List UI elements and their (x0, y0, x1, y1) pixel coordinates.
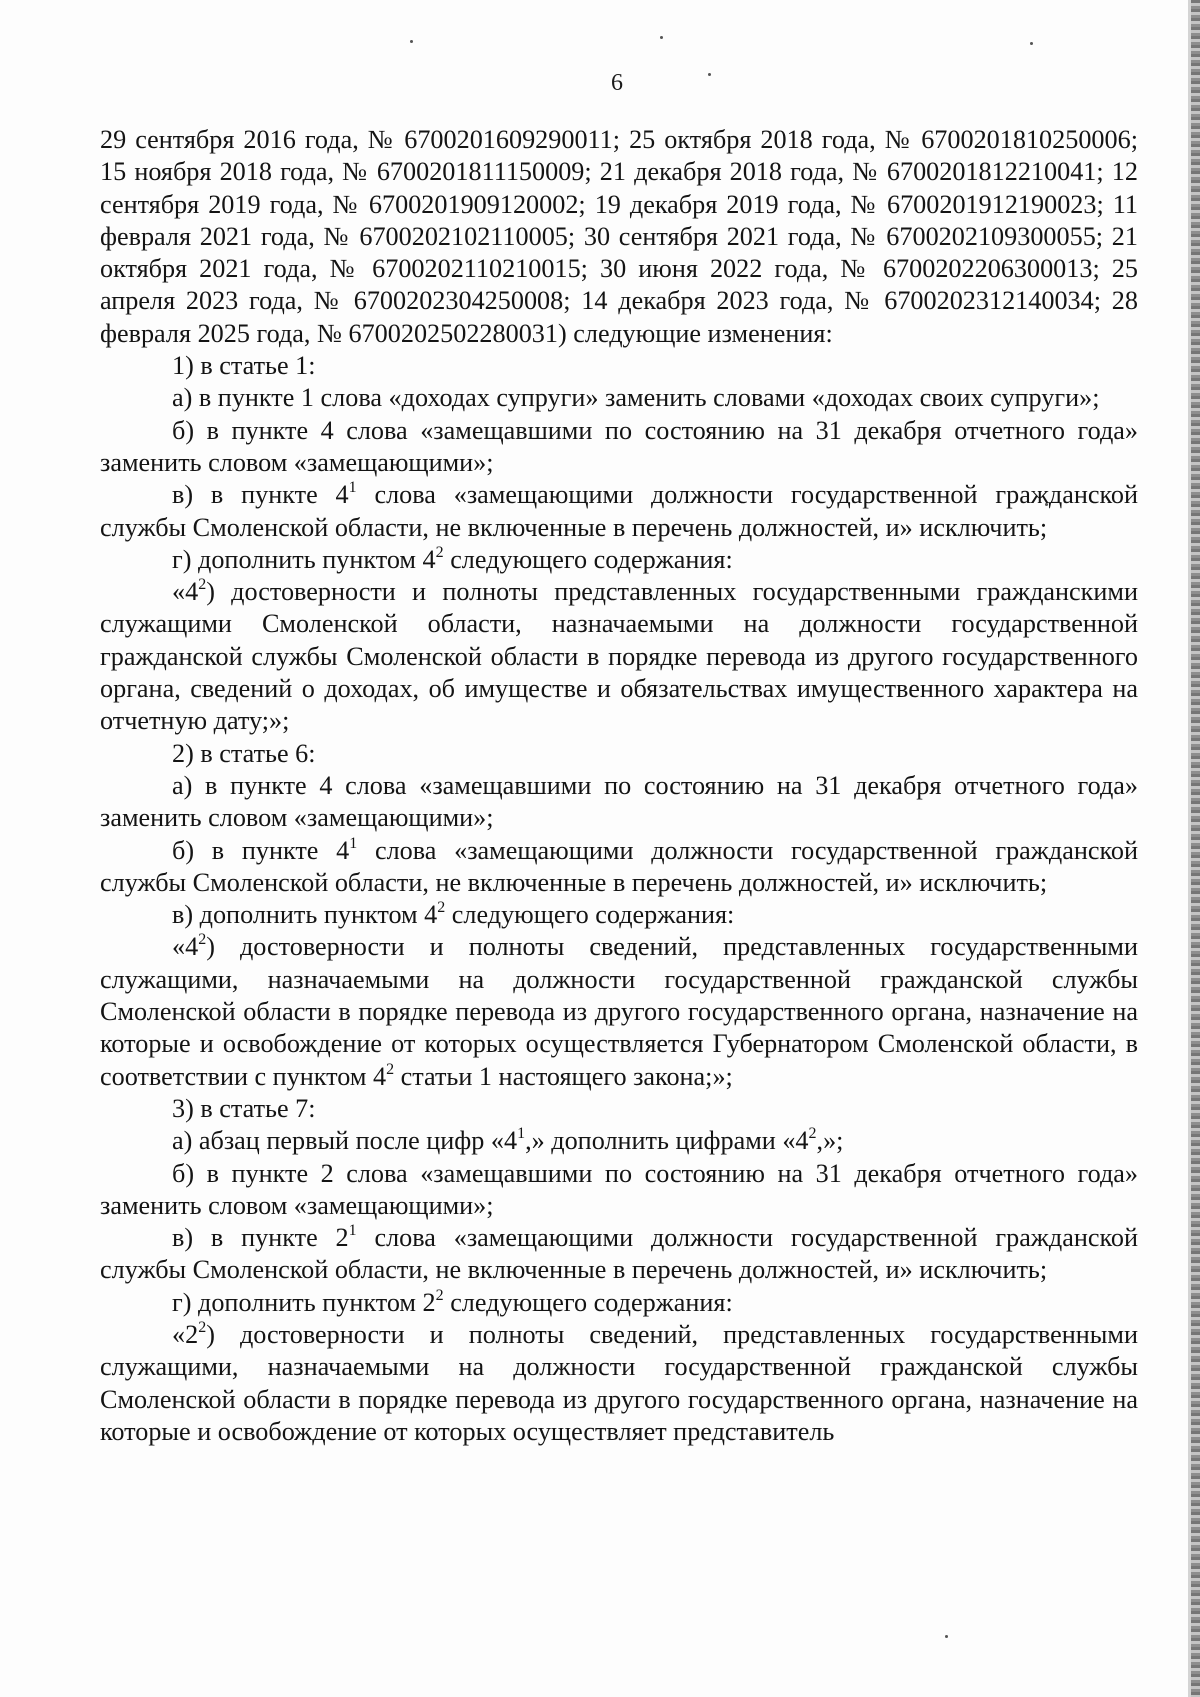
scan-speck (410, 40, 413, 43)
paragraph: а) абзац первый после цифр «$4^1$,» дополнить цифрами «$4^2$,»; (172, 1125, 844, 1156)
paragraph: а) в пункте 4 слова «замещавшими по состоянию на 31 декабря отчетного года» заменить словом «замещающими»; (100, 770, 1138, 833)
page-number: 6 (611, 70, 623, 96)
paragraph: б) в пункте 4 слова «замещавшими по состоянию на 31 декабря отчетного года» заменить словом «замещающими»; (100, 415, 1138, 477)
paragraph: г) дополнить пунктом $4^2$ следующего содержания: (172, 543, 733, 574)
paragraph: б) в пункте 2 слова «замещавшими по состоянию на 31 декабря отчетного года» заменить словом «замещающими»; (100, 1158, 1138, 1220)
paragraph: а) в пункте 1 слова «доходах супруги» заменить словами «доходах своих супруги»; (172, 383, 1100, 413)
paragraph: б) в пункте $4^1$ слова «замещающими должности государственной гражданской службы Смоленской области, не включенные в перечень должностей, и» исключить; (100, 834, 1138, 897)
paragraph: 3) в статье 7: (172, 1093, 316, 1123)
paragraph: 29 сентября 2016 года, № 6700201609290011; 25 октября 2018 года, № 6700201810250006; 15 ноября 2018 года, № 6700201811150009; 21 декабря 2018 года, № 6700201812210041; 12 сентября 2019 года, № 6700201909120002; 19 декабря 2019 года, № 6700201912190023; 11 февраля 2021 года, № 6700202102110005; 30 сентября 2021 года, № 6700202109300055; 21 октября 2021 года, № 6700202110210015; 30 июня 2022 года, № 6700202206300013; 25 апреля 2023 года, № 6700202304250008; 14 декабря 2023 года, № 6700202312140034; 28 февраля 2025 года, № 6700202502280031) следующие изменения: (100, 125, 1138, 348)
paragraph: «$4^2$) достоверности и полноты сведений, представленных государственными служащими, назначаемыми на должности государственной гражданской службы Смоленской области в порядке перевода из другого государственного органа, назначение на которые и освобождение от которых осуществляется Губернатором Смоленской области, в соответствии с пунктом $4^2$ статьи 1 настоящего закона;»; (100, 931, 1138, 1091)
paragraph: в) в пункте $2^1$ слова «замещающими должности государственной гражданской службы Смоленской области, не включенные в перечень должностей, и» исключить; (100, 1222, 1138, 1285)
scan-speck (945, 1635, 948, 1638)
document-body (100, 124, 1138, 1448)
paragraph: г) дополнить пунктом $2^2$ следующего содержания: (172, 1286, 733, 1317)
scan-speck (660, 36, 663, 39)
paragraph: в) дополнить пунктом $4^2$ следующего содержания: (172, 899, 735, 930)
paragraph: «$4^2$) достоверности и полноты представленных государственными гражданскими служащими Смоленской области, назначаемыми на должности государственной гражданской службы Смоленской области в порядке перевода из другого государственного органа, сведений о доходах, об имуществе и обязательствах имущественного характера на отчетную дату;»; (100, 576, 1138, 736)
paragraph: «$2^2$) достоверности и полноты сведений, представленных государственными служащими, назначаемыми на должности государственной гражданской службы Смоленской области в порядке перевода из другого государственного органа, назначение на которые и освобождение от которых осуществляет представитель (100, 1318, 1138, 1446)
scan-edge (1191, 0, 1200, 1697)
paragraph: 1) в статье 1: (172, 351, 316, 381)
scan-speck (1030, 42, 1033, 45)
paragraph: в) в пункте $4^1$ слова «замещающими должности государственной гражданской службы Смоленской области, не включенные в перечень должностей, и» исключить; (100, 479, 1138, 542)
paragraph: 2) в статье 6: (172, 738, 316, 768)
